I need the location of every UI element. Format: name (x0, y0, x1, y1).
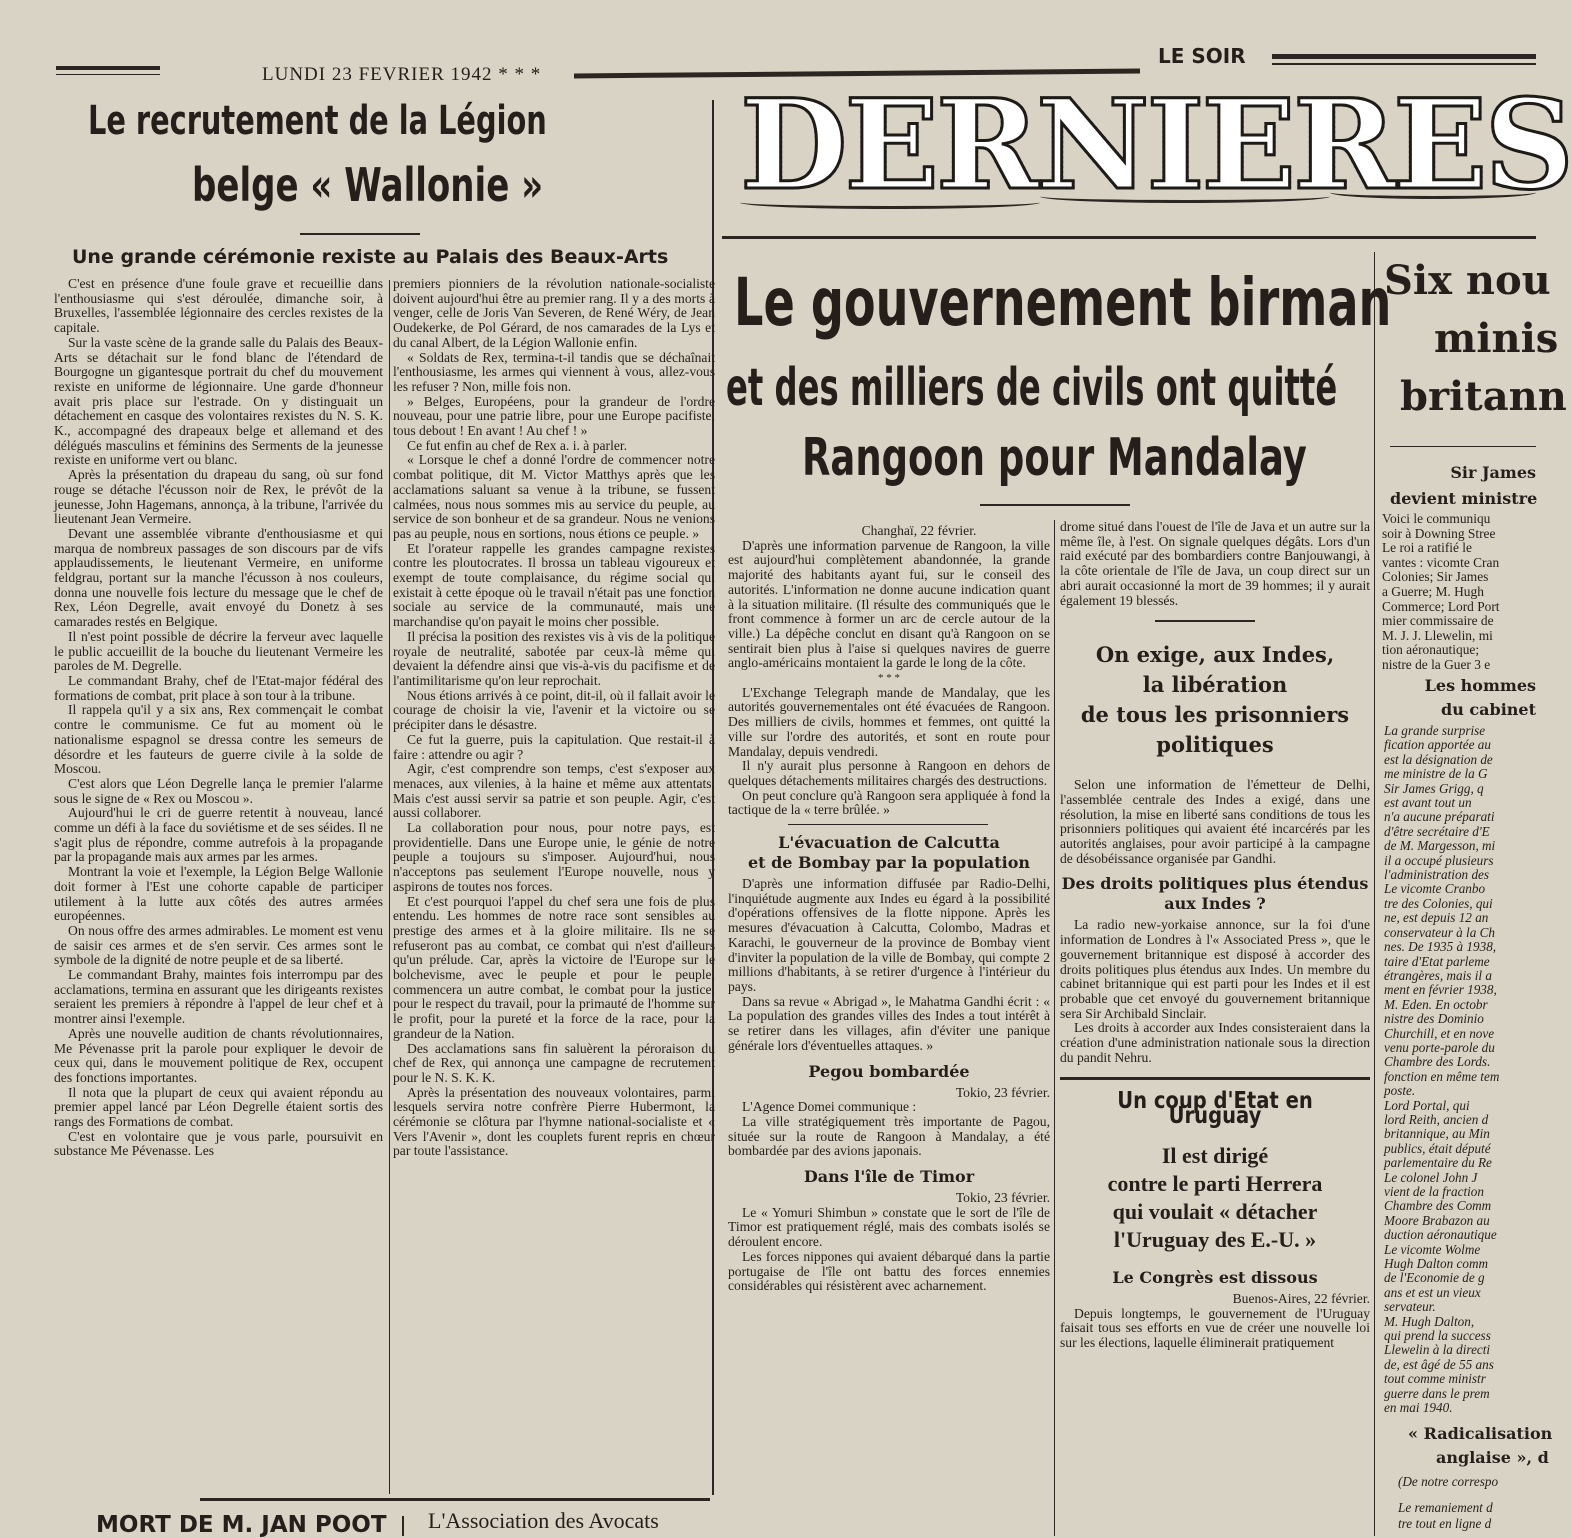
paragraph: Il n'y aurait plus personne à Rangoon en dehors de quelques détachements militaires chargés des destructions. (728, 758, 1050, 788)
top-rule-right (1272, 54, 1536, 59)
paragraph: Sur la vaste scène de la grande salle du Palais des Beaux-Arts se détachait sur le fond blanc de l'étendard de Bourgogne un gigantesque portrait du chef du mouvement rexiste en uniforme de légionnaire. Une garde d'honneur avait pris place sur l'estrade. On y distinguait un détachement en casque des volontaires rexistes du N. S. K. K., accompagné des drapeaux belge et allemand et des délégués masculins et féminins des Serments de la jeunesse rexiste en uniforme vert ou blanc. (54, 334, 383, 468)
paragraph: Il précisa la position des rexistes vis à vis de la politique royale de neutralité, sabotée par ceux-là même qui devaient la défendre ainsi que vis-à-vis du pacifisme et de l'antimilitarisme qu'on leur reprochait. (393, 628, 715, 688)
paragraph: « Lorsque le chef a donné l'ordre de commencer notre combat politique, dit M. Victor Matthys après que les acclamations saluant sa venue à la tribune, se fussent calmées, nous nous sommes mis au service du peuple, au service de son bonheur et de sa grandeur. Nous ne venions pas au peuple, nous en sortions, nous étions ce peuple. » (393, 452, 715, 541)
paragraph: drome situé dans l'ouest de l'île de Java et un autre sur la même île, à l'est. On signale quelques dégâts. Lors d'un raid exécuté par des bombardiers contre Banjouwangi, à la côte orientale de l'île de Java, un coup direct sur un abri aurait occasionné la mort de 39 hommes; il y aurait également 19 blessés. (1060, 519, 1370, 608)
masthead-underline-2 (1040, 190, 1330, 203)
paragraph: On peut conclure qu'à Rangoon sera appliquée à fond la tactique de la « terre brûlée. » (728, 787, 1050, 818)
left-headline-rule (300, 233, 420, 235)
paragraph: Devant une assemblée vibrante d'enthousiasme et qui marqua de nombreux passages de son discours par de vifs applaudissements, le lieutenant Vermeire, en uniforme feldgrau, portant sur la manche l'écusson à nos couleurs, donna une nouvelle fois lecture du message que le chef de Rex, Léon Degrelle, avait envoyé du Donetz à ses camarades restés en Belgique. (54, 525, 383, 630)
left-subheadline: Une grande cérémonie rexiste au Palais des Beaux-Arts (72, 246, 669, 268)
paragraph: Dans sa revue « Abrigad », le Mahatma Gandhi écrit : « La population des grandes villes des Indes a tout intérêt à se retirer dans les villages, afin d'éviter une panique générale lors d'éventuelles attaques. » (728, 993, 1050, 1053)
paragraph: Le commandant Brahy, maintes fois interrompu par des acclamations, termina en assurant que les dirigeants rexistes seraient les premiers à répondre à l'appel de leur chef et à montrer ainsi l'exemple. (54, 967, 383, 1027)
paragraph: Selon une information de l'émetteur de Delhi, l'assemblée centrale des Indes a exigé, dans une résolution, la mise en liberté sans conditions de tous les prisonniers politiques qui avaient été incarcérés par les autorités anglaises, pour avoir participé à la campagne de désobéissance organisée par Gandhi. (1060, 777, 1370, 866)
timor-headline: Dans l'île de Timor (803, 1167, 975, 1187)
section-rule (788, 824, 988, 825)
paragraph: L'Exchange Telegraph mande de Mandalay, que les autorités gouvernementales ont été évacuées de Rangoon. Des milliers de civils, hommes et femmes, ont quitté la ville sur l'ordre des autorités, et sont en route pour Mandalay, depuis vendredi. (728, 684, 1050, 759)
paper-name: LE SOIR (1158, 44, 1246, 68)
masthead-underline-3 (1330, 186, 1536, 199)
bottom-left-headline: MORT DE M. JAN POOT (96, 1512, 387, 1538)
paragraph: La ville stratégiquement très importante de Pagou, située sur la route de Rangoon à Mandalay, a été bombardée par des avions japonais. (728, 1113, 1050, 1159)
section-title: DERNIERES (740, 73, 1571, 218)
left-bottom-rule (200, 1498, 710, 1501)
dateline-buenos-aires: Buenos-Aires, 22 février. (1232, 1290, 1370, 1306)
dateline-tokio: Tokio, 23 février. (955, 1190, 1050, 1206)
paragraph: Nous étions arrivés à ce point, dit-il, où il fallait avoir le courage de choisir la vie, l'avenir et la victoire ou se précipiter dans le désastre. (393, 687, 715, 733)
calcutta-headline: L'évacuation de Calcutta et de Bombay par la population (747, 833, 1031, 873)
dateline-changhai: Changhaï, 22 février. (861, 523, 977, 538)
uruguay-subheadline: Il est dirigé contre le parti Herrera qui voulait « détacher l'Uruguay des E.-U. » (1107, 1142, 1323, 1252)
paragraph: D'après une information diffusée par Radio-Delhi, l'inquiétude augmente aux Indes eu égard à la possibilité d'opérations offensives de la flotte nippone. Après les mesures d'évacuation à Calcutta, Colombo, Madras et Karachi, le gouverneur de la province de Bombay vient d'inviter la population de la ville de Bombay, qui compte 2 millions d'habitants, à se retirer d'urgence à l'intérieur du pays. (728, 876, 1050, 994)
column-rule-right (1374, 252, 1375, 1536)
far-right-radical-headline: « Radicalisation anglaise », d (1408, 1424, 1553, 1467)
masthead-underline-1 (740, 196, 1040, 209)
paragraph: « Soldats de Rex, termina-t-il tandis que se déchaînait l'enthousiasme, les armes qui viennent à vous, allez-vous les refuser ? Non, mille fois non. (393, 349, 715, 394)
far-right-text1: Voici le communiqu soir à Downing Stree Le roi a ratifié le vantes : vicomte Cran Colonies; Sir James a Guerre; M. Hugh Commerce; Lord Port mier commissaire de M. J. J. Llewelin, mi tion aéronautique; nistre de la Guer 3 e (1382, 511, 1500, 672)
top-rule-right-thin (1272, 63, 1536, 65)
bottom-right-headline: L'Association des Avocats (428, 1508, 659, 1533)
column-rule-left-inner (389, 280, 390, 1494)
dateline: LUNDI 23 FEVRIER 1942 * * * (262, 64, 542, 85)
paragraph: Montrant la voie et l'exemple, la Légion Belge Wallonie doit former à l'Est une cohorte capable de participer utilement à la lutte aux côtés des autres armées européennes. (54, 864, 383, 924)
ornament-rule (1155, 620, 1255, 622)
main-headline-line3: Rangoon pour Mandalay (802, 428, 1307, 488)
main-headline-line2: et des milliers de civils ont quitté (726, 358, 1338, 418)
left-headline-line1: Le recrutement de la Légion (88, 98, 547, 144)
paragraph: Après la présentation des nouveaux volontaires, parmi lesquels servira notre confrère Pierre Hubermont, la cérémonie se clôtura par l'hymne national-socialiste et « Vers l'Avenir », dont les couplets furent repris en chœur par toute l'assistance. (393, 1084, 715, 1159)
top-rule-left-thin (56, 74, 160, 75)
far-right-hommes-headline: Les hommes du cabinet (1424, 676, 1536, 719)
paragraph: Il nota que la plupart de ceux qui avaient répondu au premier appel lancé par Léon Degrelle étaient sortis des rangs des Formations de combat. (54, 1084, 383, 1130)
left-headline-line2: belge « Wallonie » (192, 158, 544, 212)
droits-headline: Des droits politiques plus étendus aux Indes ? (1061, 874, 1369, 914)
far-right-text3: (De notre correspo Le remaniement d tre tout en ligne d (1398, 1474, 1499, 1531)
paragraph: premiers pionniers de la révolution nationale-socialiste doivent aujourd'hui être au premier rang. Il y a des morts à venger, celle de Joris Van Severen, de René Wéry, de Jean Oudekerke, de Pol Gérard, de nos camarades de la Lys et du canal Albert, de la Légion Wallonie enfin. (393, 276, 715, 350)
paragraph: » Belges, Européens, pour la grandeur de l'ordre nouveau, pour une patrie libre, pour une Europe pacifiste, tous debout ! En avant ! Au chef ! » (393, 393, 715, 439)
paragraph: Agir, c'est comprendre son temps, c'est s'exposer aux menaces, aux vilenies, à la haine et même aux attentats. Mais c'est aussi servir sa patrie et son peuple. Agir, c'est aussi collaborer. (393, 761, 715, 821)
top-rule-left (56, 66, 160, 70)
paragraph: La collaboration pour nous, pour notre pays, est providentielle. Dans une Europe unie, le génie de notre peuple a toujours su s'imposer. Aujourd'hui, nous n'acceptons pas seulement l'Europe nouvelle, nous y aspirons de toutes nos forces. (393, 820, 715, 894)
right-col (1060, 520, 1370, 1536)
main-col-a (728, 524, 1050, 1536)
paragraph: La radio new-yorkaise annonce, sur la foi d'une information de Londres à l'« Associated Press », que le gouvernement britannique est disposé à accorder des droits politiques plus étendus aux Indes. Un membre du cabinet britannique qui est parti pour les Indes et il est probable que cet envoyé du gouvernement britannique sera Sir Archibald Sinclair. (1060, 917, 1370, 1021)
paragraph: C'est en volontaire que je vous parle, poursuivit en substance Me Pévenasse. Les (54, 1128, 383, 1159)
congres-headline: Le Congrès est dissous (1112, 1267, 1318, 1287)
masthead-bottom-rule (722, 236, 1536, 239)
paragraph: Et l'orateur rappelle les grandes campagne rexistes contre les ploutocrates. Il brossa un tableau vigoureux et exempt de toute complaisance, du régime social qui existait à cette époque où le travail n'était pas une fonction sociale au service de la communauté, mais une marchandise qu'on payait le moins cher possible. (393, 540, 715, 630)
section-rule (1060, 1077, 1370, 1080)
main-headline-rule (980, 504, 1130, 506)
pegou-headline: Pegou bombardée (808, 1061, 970, 1081)
paragraph: Ce fut la guerre, puis la capitulation. Que restait-il à faire : attendre ou agir ? (393, 731, 715, 762)
paragraph: Le « Yomuri Shimbun » constate que le sort de l'île de Timor est pratiquement réglé, mais des combats isolés se déroulent encore. (728, 1204, 1050, 1250)
paragraph: Et c'est pourquoi l'appel du chef sera une fois de plus entendu. Les hommes de notre race sont sensibles au prestige des armes et à la gloire militaire. Ils ne se refuseront pas au combat, ce combat qui n'est d'ailleurs qu'un prélude. Car, après la victoire de l'Europe sur le bolchevisme, avec le peuple et pour le peuple, commencera un autre combat, le combat pour la justice, pour le respect du travail, pour la primauté de l'homme sur le profit, pour la pureté et la force de la race, pour la grandeur de la Nation. (393, 893, 715, 1041)
column-rule-main (1054, 520, 1055, 1536)
far-right-rule (1390, 446, 1536, 447)
paragraph: Il rappela qu'il y a six ans, Rex commençait le combat contre le communisme. Ce fut au moment où le nationalisme espagnol se dressa contre les semeurs de désordre et les fauteurs de guerre civile à la solde de Moscou. (54, 702, 383, 777)
paragraph: L'Agence Domei communique : (742, 1099, 917, 1115)
paragraph: On nous offre des armes admirables. Le moment est venu de saisir ces armes et de s'en servir. Ces armes sont le symbole de la dignité de notre peuple et de sa liberté. (54, 922, 383, 968)
left-article-col2 (393, 277, 715, 1493)
paragraph: Ce fut enfin au chef de Rex a. i. à parler. (407, 437, 628, 453)
indes-headline: On exige, aux Indes, la libération de tous les prisonniers politiques (1080, 642, 1350, 758)
paragraph: C'est en présence d'une foule grave et recueillie dans l'enthousiasme qui s'est déroulée, dimanche soir, à Bruxelles, l'assemblée légionnaire des cercles rexistes de la capitale. (54, 276, 383, 336)
left-article-col1 (54, 277, 383, 1497)
far-right-headline: Six nou minis britann (1384, 257, 1567, 420)
far-right-text2: La grande surprise fication apportée au est la désignation de me ministre de la G Sir James Grigg, q est avant tout un n'a aucune préparati d'être secrétaire d'E de M. Margesson, mi il a occupé plusieurs l'administration des Le vicomte Cranbo tre des Colonies, qui ne, est depuis 12 an conservateur à la Ch nes. De 1935 à 1938, taire d'Etat parleme étrangères, mais il a ment en février 1938, M. Eden. En octobr nistre des Dominio Churchill, et en nove venu porte-parole du Chambre des Lords. fonction en même tem poste. Lord Portal, qui lord Reith, ancien d britannique, au Min publics, était député parlementaire du Re Le colonel John J vient de la fraction Chambre des Comm Moore Brabazon au duction aéronautique Le vicomte Wolme Hugh Dalton comm de l'Economie de g ans et est un vieux servateur. M. Hugh Dalton, qui prend la success Llewelin à la directi de, est âgé de 55 ans tout comme ministr guerre dans le prem en mai 1940. (1384, 723, 1500, 1416)
paragraph: Les forces nippones qui avaient débarqué dans la partie portugaise de l'île ont battu des forces ennemies considérables qui résistèrent avec acharnement. (728, 1248, 1050, 1294)
paragraph: Il n'est point possible de décrire la ferveur avec laquelle le public accueillit de la bouche du lieutenant Vermeire les paroles de M. Degrelle. (54, 628, 383, 674)
paragraph: Après une nouvelle audition de chants révolutionnaires, Me Pévenasse prit la parole pour expliquer le devoir de ceux qui, dans le mouvement politique de Rex, occupent des fonctions importantes. (54, 1025, 383, 1085)
uruguay-headline: Un coup d'Etat en Uruguay (1117, 1088, 1313, 1130)
paragraph: Après la présentation du drapeau du sang, où sur fond rouge se détache l'écusson noir de Rex, le prévôt de la jeunesse, John Hagemans, annonça, à la tribune, l'arrivée du lieutenant Jean Vermeire. (54, 467, 383, 527)
main-headline-line1: Le gouvernement birman (734, 264, 1392, 341)
paragraph: Le commandant Brahy, chef de l'Etat-major fédéral des formations de combat, prit place à son tour à la tribune. (54, 672, 383, 703)
paragraph: Les droits à accorder aux Indes consisteraient dans la création d'une administration nationale sous la direction du pandit Nehru. (1060, 1020, 1370, 1065)
far-right-subheadline: Sir James devient ministre (1390, 463, 1538, 508)
bottom-divider (402, 1516, 404, 1536)
paragraph: Aujourd'hui le cri de guerre retentit à nouveau, lancé comme un défi à la face du soviétisme et de ses séides. Il ne s'agit plus de répondre, comme autrefois à la propagande par la propagande mais aux armes par les armes. (54, 805, 383, 865)
paragraph: C'est alors que Léon Degrelle lança le premier l'alarme sous le signe de « Rex ou Moscou ». (54, 775, 383, 806)
paragraph: Depuis longtemps, le gouvernement de l'Uruguay faisait tous ses efforts en vue de créer une nouvelle loi sur les élections, laquelle éliminerait pratiquement (1060, 1305, 1370, 1350)
dateline-tokio: Tokio, 23 février. (955, 1084, 1050, 1100)
paragraph: Des acclamations sans fin saluèrent la péroraison du chef de Rex, qui annonça une campagne de recrutement pour le N. S. K. K. (393, 1040, 715, 1085)
paragraph: D'après une information parvenue de Rangoon, la ville est aujourd'hui complètement abandonnée, la grande majorité des habitants ayant fui, sur le conseil des autorités. L'information ne donne aucune indication quant à la situation militaire. (Il résulte des communiqués que le front commence à former un arc de cercle autour de la ville.) La dépêche conclut en disant qu'à Rangoon on se sentirait bien plus à l'aise si quelques navires de guerre anglo-américains montaient la garde le long de la côte. (728, 537, 1050, 671)
separator-stars: * * * (878, 672, 900, 685)
